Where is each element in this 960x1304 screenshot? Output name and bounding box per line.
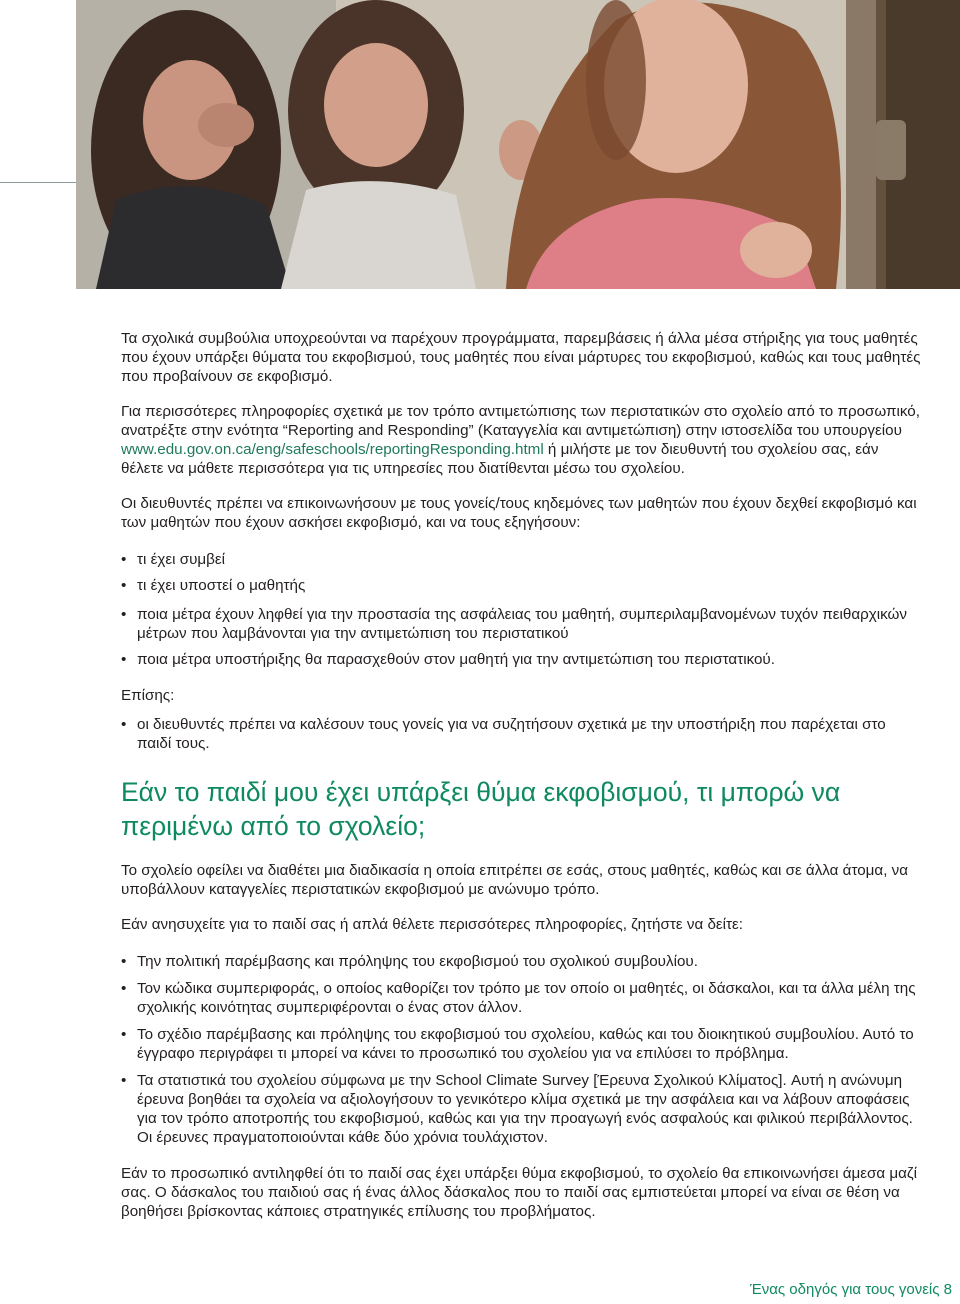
bullet-icon: • — [121, 716, 127, 733]
list-item: • ποια μέτρα έχουν ληφθεί για την προστασία της ασφάλειας του μαθητή, συμπεριλαμβανομένων τυχόν πειθαρχικών μέτρων που λαμβάνονται για την αντιμετώπιση του περιστατικού — [121, 606, 907, 642]
page-footer: Ένας οδηγός για τους γονείς 8 — [749, 1281, 952, 1298]
intro-paragraph-2-text: Για περισσότερες πληροφορίες σχετικά με τον τρόπο αντιμετώπισης των περιστατικών στο σχολείο από το προσωπικό, ανατρέξτε στην ενότητα “Reporting and Responding” (Καταγγελία και αντιμετώπιση) στην ιστοσελίδα του υπουργείου — [121, 403, 920, 439]
section-paragraph-3: Εάν το προσωπικό αντιληφθεί ότι το παιδί σας έχει υπάρξει θύμα εκφοβισμού, το σχολείο θα επικοινωνήσει άμεσα μαζί σας. Ο δάσκαλος του παιδιού σας ή ένας άλλος δάσκαλος που το παιδί σας εμπιστεύεται μπορεί να είναι σε θέση να βοηθήσει βρίσκοντας κάποιες στρατηγικές επίλυσης του προβλήματος. — [121, 1165, 917, 1220]
list-item: • τι έχει υποστεί ο μαθητής — [121, 577, 306, 594]
bullet-icon: • — [121, 953, 127, 970]
also-label: Επίσης: — [121, 687, 175, 704]
bullet-icon: • — [121, 1072, 127, 1089]
documents-list — [121, 952, 921, 1147]
main-content — [121, 329, 921, 1237]
bullet-icon: • — [121, 1026, 127, 1043]
section-paragraph-2: Εάν ανησυχείτε για το παιδί σας ή απλά θέλετε περισσότερες πληροφορίες, ζητήστε να δείτε: — [121, 916, 744, 933]
bullet-icon: • — [121, 651, 127, 668]
list-item: • τι έχει συμβεί — [121, 551, 226, 568]
list-item: • Τα στατιστικά του σχολείου σύμφωνα με την School Climate Survey [Έρευνα Σχολικού Κλίματος]. Αυτή η ανώνυμη έρευνα βοηθάει τα σχολεία να αξιολογήσουν το γενικότερο κλίμα σχετικά με την ασφάλεια και να λάβουν αποφάσεις για τον τρόπο αποτροπής του εκφοβισμού, καθώς και για την προαγωγή ενός ασφαλούς και φιλικού περιβάλλοντος. Οι έρευνες πραγματοποιούνται κάθε δύο χρόνια τουλάχιστον. — [121, 1072, 913, 1146]
intro-paragraph-1: Τα σχολικά συμβούλια υποχρεούνται να παρέχουν προγράμματα, παρεμβάσεις ή άλλα μέσα στήριξης για τους μαθητές που έχουν υπάρξει θύματα του εκφοβισμού, τους μαθητές που είναι μάρτυρες του εκφοβισμού, καθώς και τους μαθητές που προβαίνουν σε εκφοβισμό. — [121, 330, 921, 385]
list-item: • Την πολιτική παρέμβασης και πρόληψης του εκφοβισμού του σχολικού συμβουλίου. — [121, 953, 698, 970]
bullet-icon: • — [121, 577, 127, 594]
header-photo — [76, 0, 960, 289]
bullet-icon: • — [121, 551, 127, 568]
also-list — [121, 715, 921, 753]
photo-girls-whispering-icon — [76, 0, 960, 289]
section-paragraph-1: Το σχολείο οφείλει να διαθέτει μια διαδικασία η οποία επιτρέπει σε εσάς, στους μαθητές, καθώς και σε άλλα άτομα, να υποβάλλουν καταγγελίες περιστατικών εκφοβισμού με ανώνυμο τρόπο. — [121, 862, 909, 898]
bullet-icon: • — [121, 980, 127, 997]
list-item: • οι διευθυντές πρέπει να καλέσουν τους γονείς για να συζητήσουν σχετικά με την υποστήριξη που παρέχεται στο παιδί τους. — [121, 716, 886, 752]
intro-paragraph-2 — [121, 402, 921, 478]
bullet-icon: • — [121, 606, 127, 623]
intro-paragraph-2-tail: ή μιλήστε με τον διευθυντή του σχολείου σας, εάν θέλετε να μάθετε περισσότερα για τις υπηρεσίες που διατίθενται μέσω του σχολείου. — [121, 441, 879, 477]
intro-paragraph-3: Οι διευθυντές πρέπει να επικοινωνήσουν με τους γονείς/τους κηδεμόνες των μαθητών που έχουν δεχθεί εκφοβισμό και των μαθητών που έχουν ασκήσει εκφοβισμό, και να τους εξηγήσουν: — [121, 495, 917, 531]
section-heading: Εάν το παιδί μου έχει υπάρξει θύμα εκφοβισμού, τι μπορώ να περιμένω από το σχολείο; — [121, 777, 841, 841]
ministry-link[interactable]: www.edu.gov.on.ca/eng/safeschools/reportingResponding.html — [121, 441, 544, 458]
list-item: • ποια μέτρα υποστήριξης θα παρασχεθούν στον μαθητή για την αντιμετώπιση του περιστατικού. — [121, 651, 775, 668]
principal-explain-list — [121, 550, 921, 669]
list-item: • Τον κώδικα συμπεριφοράς, ο οποίος καθορίζει τον τρόπο με τον οποίο οι μαθητές, οι δάσκαλοι, και τα άλλα μέλη της σχολικής κοινότητας συμπεριφέρονται ο ένας στον άλλον. — [121, 980, 916, 1016]
list-item: • Το σχέδιο παρέμβασης και πρόληψης του εκφοβισμού του σχολείου, καθώς και του διοικητικού συμβουλίου. Αυτό το έγγραφο περιγράφει τι μπορεί να κάνει το προσωπικό του σχολείου για να επιλύσει το πρόβλημα. — [121, 1026, 914, 1062]
